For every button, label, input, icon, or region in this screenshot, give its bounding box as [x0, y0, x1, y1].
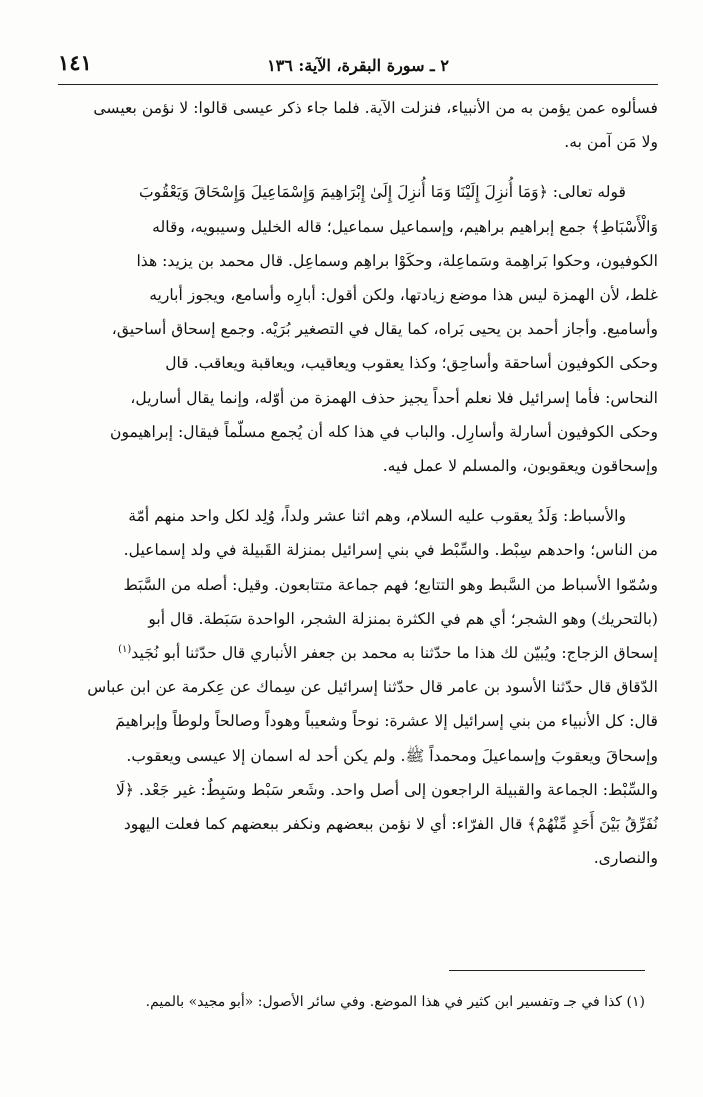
main-text: [58, 91, 658, 875]
text-line: من الناس؛ واحدهم سِبْط. والسِّبْط في بني إسرائيل بمنزلة القَبيلة في ولد إسماعيل.: [123, 541, 658, 560]
footnote-divider: [449, 970, 645, 971]
text-line: وإسحاقون ويعقوبون، والمسلم لا عمل فيه.: [382, 457, 658, 476]
text-line: وحكى الكوفيون أسارلة وأسارِل. والباب في هذا كله أن يُجمع مسلّماً فيقال: إبراهيمون: [110, 422, 658, 441]
text-line: وَالْأَسْبَاطِ﴾ جمع إبراهيم براهيم، وإسماعيل سماعيل؛ قاله الخليل وسيبويه، وقاله: [152, 217, 658, 236]
text-line: [58, 636, 658, 670]
text-line: وأساميع. وأجاز أحمد بن يحيى بَراه، كما يقال في التصغير بُرَيْه. وجمع إسحاق أساحيق،: [111, 320, 658, 339]
text-line: والأسباط: وَلَدُ يعقوب عليه السلام، وهم اثنا عشر ولداً، وُلِد لكل واحد منهم أمّة: [128, 507, 626, 526]
text-line: قال: كل الأنبياء من بني إسرائيل إلا عشرة: نوحاً وشعيباً وهوداً وصالحاً ولوطاً وإبراهيمَ: [115, 712, 658, 731]
page-number: ١٤١: [58, 50, 92, 75]
text-line: وحكى الكوفيون أساحقة وأساحِق؛ وكذا يعقوب ويعاقيب، ويعاقبة ويعاقب. قال: [165, 354, 658, 373]
text-line: الكوفيون، وحكوا بَراهِمة وسَماعِلة، وحكَوْا براهِم وسماعِل. قال محمد بن يزيد: هذا: [136, 251, 658, 270]
text-line-content: إسحاق الزجاج: ويُبيّن لك هذا ما حدّثنا به محمد بن جعفر الأنباري قال حدّثنا أبو نُجَيد: [131, 644, 658, 663]
running-header: [58, 46, 658, 85]
text-line: فسألوه عمن يؤمن به من الأنبياء، فنزلت الآية. فلما جاء ذكر عيسى قالوا: لا نؤمن بعيسى: [93, 99, 658, 117]
book-page: [58, 46, 658, 875]
text-line: نُفَرِّقُ بَيْنَ أَحَدٍ مِّنْهُمْ﴾ قال الفرّاء: أي لا نؤمن ببعضهم ونكفر ببعضهم كما فعلت اليهود: [123, 815, 658, 834]
footnote-marker[interactable]: (١): [118, 643, 132, 655]
text-line: والنصارى.: [593, 849, 658, 868]
text-line: النحاس: فأما إسرائيل فلا نعلم أحداً يجيز حذف الهمزة من أوّله، وإنما يقال أساريل،: [130, 388, 658, 407]
text-line: الدّقاق قال حدّثنا الأسود بن عامر قال حدّثنا إسرائيل عن سِماك عن عِكرمة عن ابن عباس: [87, 678, 658, 697]
text-line: وسُمّوا الأسباط من السَّبط وهو التتابع؛ فهم جماعة متتابعون. وقيل: أصله من السَّبَط: [123, 575, 658, 594]
text-line: غلط، لأن الهمزة ليس هذا موضع زيادتها، ولكن أقول: أبارِه وأسامع، ويجوز أباريه: [149, 286, 658, 305]
text-line: قوله تعالى: ﴿وَمَا أُنزِلَ إِلَيْنَا وَمَا أُنزِلَ إِلَىٰ إِبْرَاهِيمَ وَإِسْمَاعِيلَ وَإِسْحَاقَ وَيَعْقُوبَ: [138, 183, 626, 202]
text-line: ولا مَن آمن به.: [564, 133, 658, 152]
text-line: والسِّبْط: الجماعة والقبيلة الراجعون إلى أصل واحد. وشَعر سَبْط وسَبِطٌ: غير جَعْد. ﴿لَا: [115, 780, 658, 799]
text-line: (بالتحريك) وهو الشجر؛ أي هم في الكثرة بمنزلة الشجر، الواحدة سَبَطة. قال أبو: [148, 609, 658, 628]
footnote: (١) كذا في جـ وتفسير ابن كثير في هذا الموضع. وفي سائر الأصول: «أبو مجيد» بالميم.: [145, 994, 645, 1010]
running-title: ٢ ـ سورة البقرة، الآية: ١٣٦: [267, 56, 449, 75]
text-line: وإسحاقَ ويعقوبَ وإسماعيلَ ومحمداً ﷺ. ولم يكن أحد له اسمان إلا عيسى ويعقوب.: [126, 746, 658, 765]
